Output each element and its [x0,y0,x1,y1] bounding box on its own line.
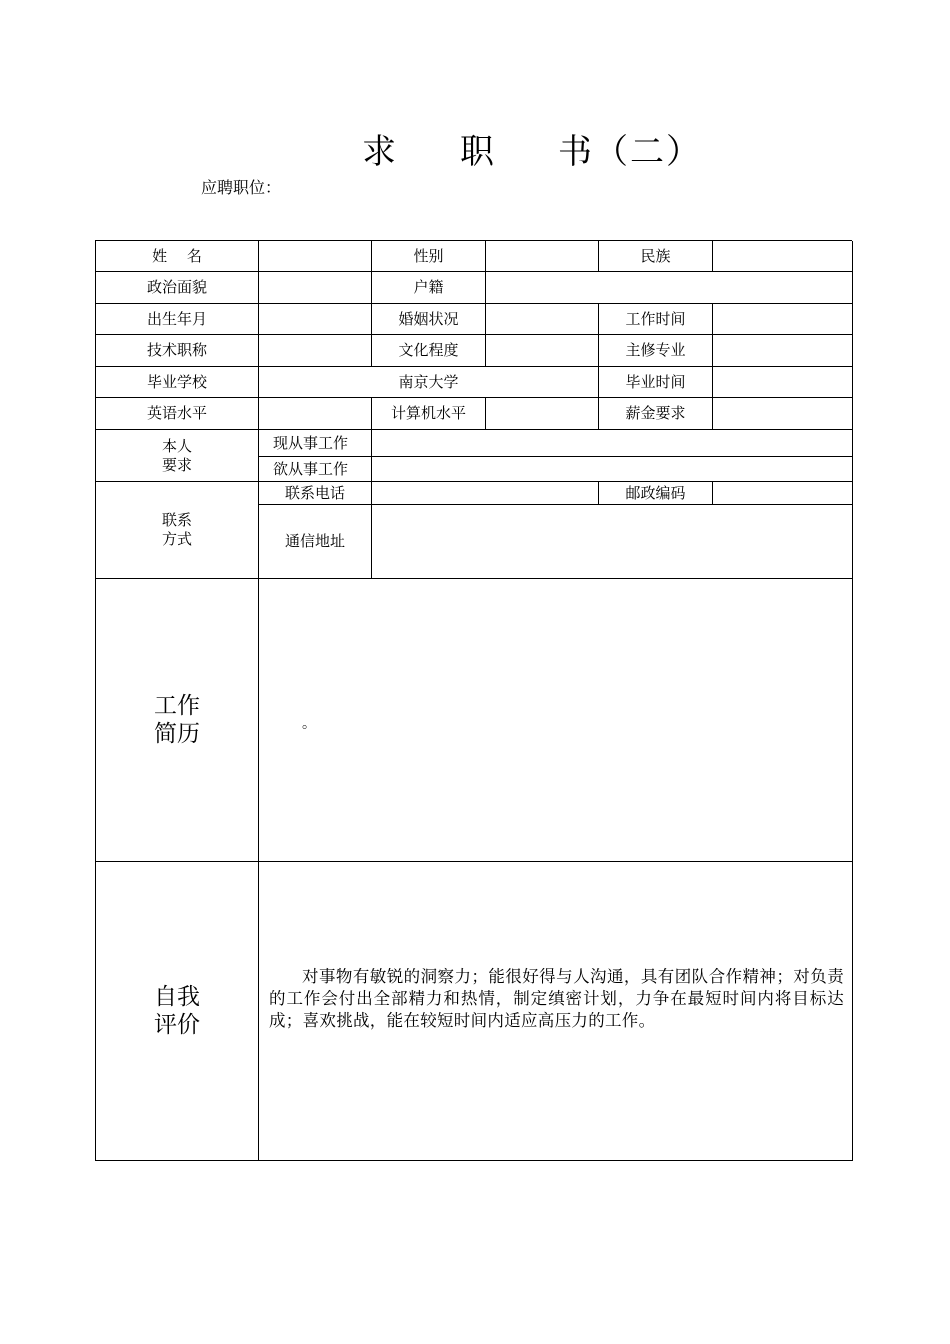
professional-title-label: 技术职称 [96,335,259,367]
household-register-value[interactable] [486,272,853,304]
graduation-time-value[interactable] [713,367,853,398]
work-start-time-value[interactable] [713,304,853,335]
graduation-time-label: 毕业时间 [599,367,713,398]
work-history-label [96,579,259,862]
salary-expectation-value[interactable] [713,398,853,430]
name-label: 姓 名 [96,241,259,272]
page-title [362,128,702,176]
desired-job-value[interactable] [372,457,853,482]
title-char-2: 职 [460,132,496,172]
work-history-label-line-1: 工作 [154,693,200,719]
address-label: 通信地址 [259,505,372,579]
work-start-time-label: 工作时间 [599,304,713,335]
computer-level-value[interactable] [486,398,599,430]
self-evaluation-label [96,862,259,1161]
work-history-text: 。 [302,716,316,732]
work-history-label-line-2: 简历 [154,721,200,747]
english-level-value[interactable] [259,398,372,430]
english-level-label: 英语水平 [96,398,259,430]
phone-label: 联系电话 [259,482,372,505]
self-evaluation-text: 对事物有敏锐的洞察力；能很好得与人沟通，具有团队合作精神；对负责的工作会付出全部精力和热情，制定缜密计划，力争在最短时间内将目标达成；喜欢挑战，能在较短时间内适应高压力的工作。 [269,967,844,1030]
graduate-school-label: 毕业学校 [96,367,259,398]
self-evaluation-label-line-1: 自我 [154,984,200,1010]
salary-expectation-label: 薪金要求 [599,398,713,430]
desired-job-label: 欲从事工作 [259,457,372,482]
requirements-label [96,430,259,482]
education-level-label: 文化程度 [372,335,486,367]
birth-date-value[interactable] [259,304,372,335]
requirements-label-line-1: 本人 [161,436,192,455]
major-label: 主修专业 [599,335,713,367]
current-job-value[interactable] [372,430,853,457]
marital-status-value[interactable] [486,304,599,335]
education-level-value[interactable] [486,335,599,367]
major-value[interactable] [713,335,853,367]
position-applied-label: 应聘职位： [201,178,282,197]
household-register-label: 户籍 [372,272,486,304]
phone-value[interactable] [372,482,599,505]
birth-date-label: 出生年月 [96,304,259,335]
graduate-school-value[interactable]: 南京大学 [259,367,599,398]
address-value[interactable] [372,505,853,579]
professional-title-value[interactable] [259,335,372,367]
computer-level-label: 计算机水平 [372,398,486,430]
political-status-label: 政治面貌 [96,272,259,304]
title-char-1: 求 [362,132,398,172]
gender-value[interactable] [486,241,599,272]
contact-label-line-2: 方式 [161,530,192,548]
work-history-content[interactable] [259,579,853,862]
current-job-label: 现从事工作 [259,430,372,457]
ethnicity-value[interactable] [713,241,853,272]
title-char-3: 书（二） [558,132,702,172]
self-evaluation-label-line-2: 评价 [154,1012,200,1038]
requirements-label-line-2: 要求 [161,455,192,474]
self-evaluation-content[interactable] [259,862,853,1161]
contact-label-line-1: 联系 [161,511,192,529]
contact-label [96,482,259,579]
marital-status-label: 婚姻状况 [372,304,486,335]
gender-label: 性别 [372,241,486,272]
political-status-value[interactable] [259,272,372,304]
name-value[interactable] [259,241,372,272]
postal-code-value[interactable] [713,482,853,505]
resume-table [95,240,852,1161]
ethnicity-label: 民族 [599,241,713,272]
postal-code-label: 邮政编码 [599,482,713,505]
